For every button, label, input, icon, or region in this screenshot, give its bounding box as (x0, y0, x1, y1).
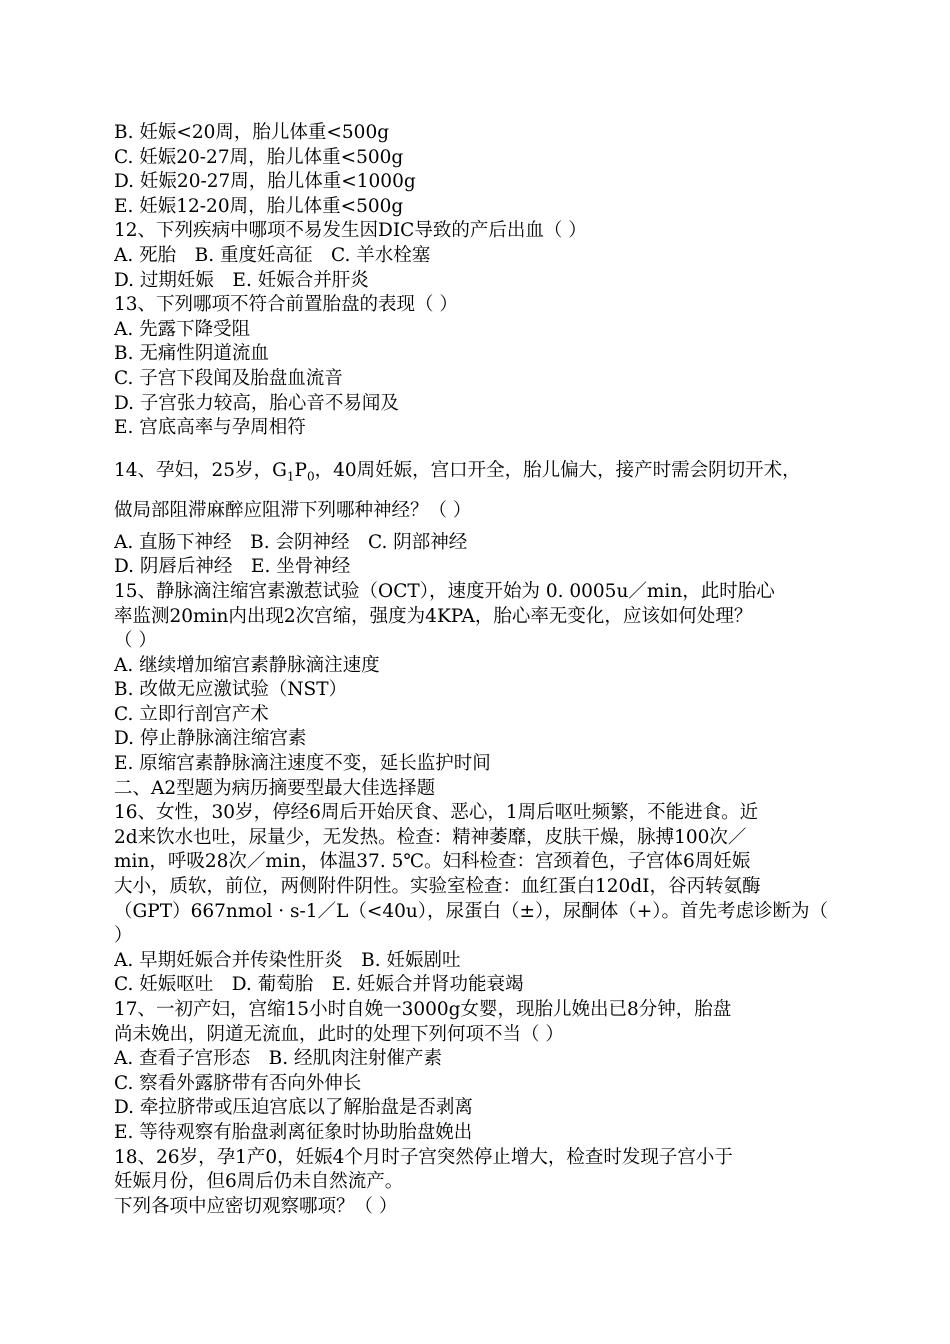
question-14-line-1 (114, 451, 844, 491)
q14-p-subscript: 0 (306, 469, 315, 484)
options-16-cde: C. 妊娠呕吐 D. 葡萄胎 E. 妊娠合并肾功能衰竭 (114, 974, 524, 996)
question-17-line-2: 尚未娩出，阴道无流血，此时的处理下列何项不当（ ） (114, 1023, 564, 1045)
option-11-e: E. 妊娠12-20周，胎儿体重<500g (114, 195, 404, 217)
question-18-line-1: 18、26岁，孕1产0，妊娠4个月时子宫突然停止增大，检查时发现子宫小于 (114, 1146, 733, 1168)
option-13-e: E. 宫底高率与孕周相符 (114, 417, 306, 439)
question-14-line-2: 做局部阻滞麻醉应阻滞下列哪种神经？（ ） (114, 499, 472, 521)
option-15-d: D. 停止静脉滴注缩宫素 (114, 728, 307, 750)
option-17-d: D. 牵拉脐带或压迫宫底以了解胎盘是否剥离 (114, 1097, 473, 1119)
question-15-line-1: 15、静脉滴注缩宫素激惹试验（OCT），速度开始为 0. 0005u／min，此时胎心 (114, 580, 775, 602)
question-12: 12、下列疾病中哪项不易发生因DIC导致的产后出血（ ） (114, 220, 587, 242)
question-18-line-3: 下列各项中应密切观察哪项？（ ） (114, 1195, 398, 1217)
option-13-c: C. 子宫下段闻及胎盘血流音 (114, 367, 343, 389)
question-16-line-3: min，呼吸28次／min，体温37. 5℃。妇科检查：宫颈着色，子宫体6周妊娠 (114, 851, 751, 873)
q14-prefix: 14、孕妇，25岁，G (114, 459, 287, 481)
option-11-b: B. 妊娠<20周，胎儿体重<500g (114, 122, 390, 143)
option-13-d: D. 子宫张力较高，胎心音不易闻及 (114, 392, 399, 414)
options-14-abc: A. 直肠下神经 B. 会阴神经 C. 阴部神经 (114, 531, 468, 553)
question-16-line-6: ） (114, 925, 133, 947)
option-17-e: E. 等待观察有胎盘剥离征象时协助胎盘娩出 (114, 1121, 473, 1143)
document-body (114, 121, 844, 1219)
option-13-a: A. 先露下降受阻 (114, 318, 251, 340)
question-17-line-1: 17、一初产妇，宫缩15小时自娩一3000g女婴，现胎儿娩出已8分钟，胎盘 (114, 999, 732, 1020)
question-16-line-4: 大小，质软，前位，两侧附件阴性。实验室检查：血红蛋白120dI，谷丙转氨酶 (114, 876, 761, 898)
q14-p: P (294, 459, 307, 481)
option-11-d: D. 妊娠20-27周，胎儿体重<1000g (114, 171, 416, 193)
question-16-line-5: （GPT）667nmol · s-1／L（<40u），尿蛋白（±），尿酮体（+）。首先考虑诊断为（ (114, 900, 829, 922)
option-17-c: C. 察看外露脐带有否向外伸长 (114, 1072, 362, 1094)
options-16-ab: A. 早期妊娠合并传染性肝炎 B. 妊娠剧吐 (114, 949, 461, 971)
q14-rest: ，40周妊娠，宫口开全，胎儿偏大，接产时需会阴切开术， (314, 459, 801, 481)
option-15-e: E. 原缩宫素静脉滴注速度不变，延长监护时间 (114, 753, 491, 775)
options-17-ab: A. 查看子宫形态 B. 经肌肉注射催产素 (114, 1048, 442, 1070)
options-12-de: D. 过期妊娠 E. 妊娠合并肝炎 (114, 269, 369, 291)
options-14-de: D. 阴唇后神经 E. 坐骨神经 (114, 556, 351, 578)
q14-g-subscript: 1 (286, 469, 295, 484)
options-12-abc: A. 死胎 B. 重度妊高征 C. 羊水栓塞 (114, 244, 431, 266)
section-heading-a2: 二、A2型题为病历摘要型最大佳选择题 (114, 777, 436, 799)
option-11-c: C. 妊娠20-27周，胎儿体重<500g (114, 146, 404, 168)
question-16-line-1: 16、女性，30岁，停经6周后开始厌食、恶心，1周后呕吐频繁，不能进食。近 (114, 802, 759, 824)
option-15-c: C. 立即行剖宫产术 (114, 703, 269, 725)
question-15-line-2: 率监测20min内出现2次宫缩，强度为4KPA，胎心率无变化，应该如何处理？ (114, 605, 753, 627)
option-15-a: A. 继续增加缩宫素静脉滴注速度 (114, 654, 380, 676)
question-18-line-2: 妊娠月份，但6周后仍未自然流产。 (114, 1171, 404, 1193)
option-15-b: B. 改做无应激试验（NST） (114, 679, 348, 701)
option-13-b: B. 无痛性阴道流血 (114, 343, 269, 365)
question-13: 13、下列哪项不符合前置胎盘的表现（ ） (114, 294, 458, 316)
question-15-line-3: （ ） (114, 630, 157, 652)
question-16-line-2: 2d来饮水也吐，尿量少，无发热。检查：精神萎靡，皮肤干燥，脉搏100次／ (114, 826, 747, 848)
